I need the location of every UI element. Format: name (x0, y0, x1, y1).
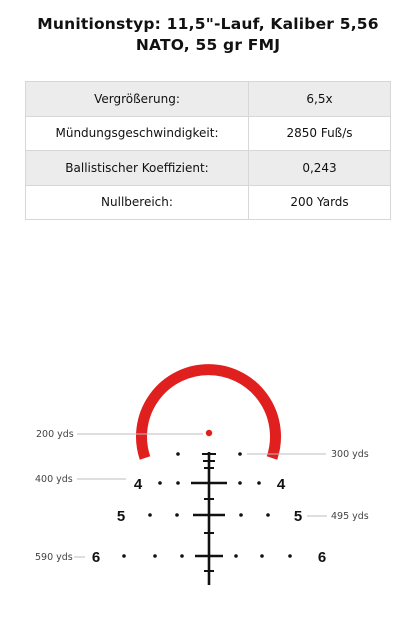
reticle-dot (176, 452, 180, 456)
reticle-dot (238, 452, 242, 456)
spec-label-ballistic-coefficient: Ballistischer Koeffizient: (26, 151, 249, 186)
spec-value-ballistic-coefficient: 0,243 (249, 151, 391, 186)
page-title: Munitionstyp: 11,5"-Lauf, Kaliber 5,56 NATO, 55 gr FMJ (37, 15, 379, 54)
reticle-dot (153, 554, 157, 558)
spec-value-muzzle-velocity: 2850 Fuß/s (249, 116, 391, 151)
spec-value-magnification: 6,5x (249, 82, 391, 117)
reticle-dot (266, 513, 270, 517)
reticle-dot (234, 554, 238, 558)
range-label-400: 400 yds (35, 474, 73, 485)
range-label-200: 200 yds (36, 429, 74, 440)
reticle-dot (238, 481, 242, 485)
reticle-dot (180, 554, 184, 558)
reticle-number-6-right: 6 (317, 549, 327, 566)
reticle-dot (148, 513, 152, 517)
reticle-number-5-right: 5 (293, 508, 303, 525)
spec-label-magnification: Vergrößerung: (26, 82, 249, 117)
reticle-dot (175, 513, 179, 517)
spec-value-zero-range: 200 Yards (249, 185, 391, 220)
reticle-number-5-left: 5 (116, 508, 126, 525)
reticle-dot (122, 554, 126, 558)
range-label-300: 300 yds (331, 449, 369, 460)
reticle-center-dot (206, 430, 212, 436)
reticle-ring (142, 370, 276, 458)
reticle-dot (176, 481, 180, 485)
range-label-590: 590 yds (35, 552, 73, 563)
range-label-495: 495 yds (331, 511, 369, 522)
reticle-dot (288, 554, 292, 558)
reticle-dot (158, 481, 162, 485)
reticle-number-4-left: 4 (133, 476, 143, 493)
reticle-dot (257, 481, 261, 485)
spec-label-muzzle-velocity: Mündungsgeschwindigkeit: (26, 116, 249, 151)
reticle-number-4-right: 4 (276, 476, 286, 493)
spec-label-zero-range: Nullbereich: (26, 185, 249, 220)
reticle-number-6-left: 6 (91, 549, 101, 566)
reticle-dot (239, 513, 243, 517)
reticle-dot (260, 554, 264, 558)
